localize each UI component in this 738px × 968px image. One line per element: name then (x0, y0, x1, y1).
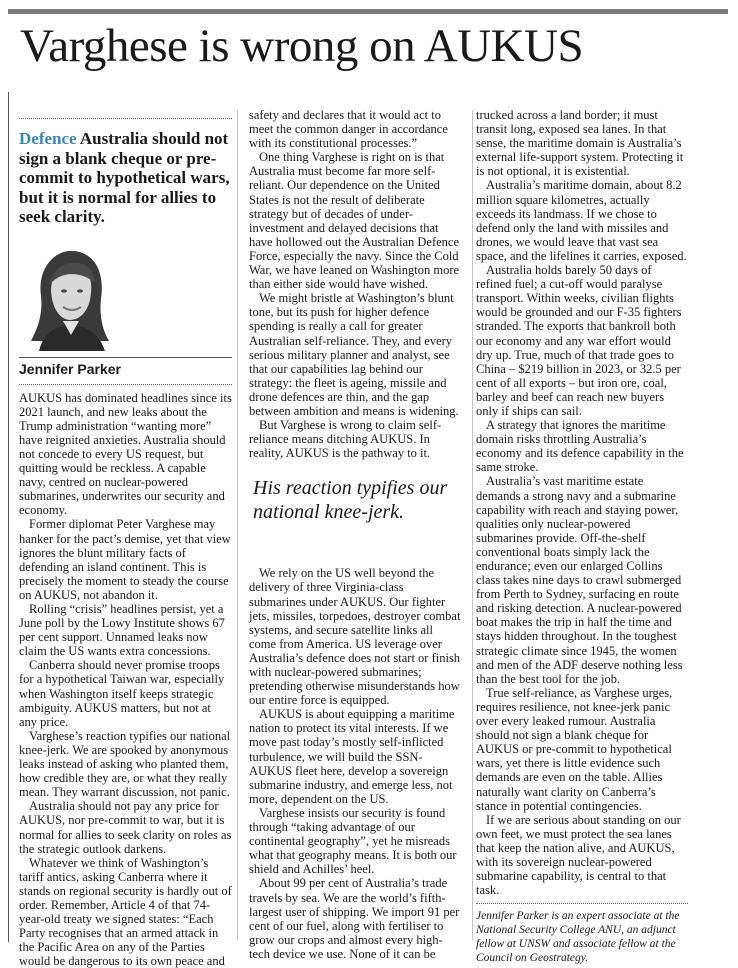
paragraph: Australia’s maritime domain, about 8.2 million square kilometres, actually exceeds its landmass. If we chose to defend only the land with missiles and drones, we would leave that vast sea space, and the lifelines it carries, exposed. (476, 178, 687, 263)
paragraph: trucked across a land border; it must transit long, exposed sea lanes. In that sense, the maritime domain is Australia’s external life-support system. Protecting it is not optional, it is existential. (476, 108, 684, 179)
section-kicker: Defence (19, 129, 77, 148)
paragraph: AUKUS has dominated headlines since its 2021 launch, and new leaks about the Trump administration “wanting more” have reignited anxieties. Australia should not concede to every US request, but quitting would be reckless. A capable navy, centred on nuclear-powered submarines, underwrites our security and economy. (19, 390, 232, 518)
author-photo (19, 241, 119, 351)
paragraph: Varghese insists our security is found through “taking advantage of our continental geography”, yet he misreads what that geography means. It is both our shield and Achilles’ heel. (249, 805, 457, 877)
paragraph: We might bristle at Washington’s blunt tone, but its push for higher defence spending is really a call for greater Australian self-reliance. They, and every serious military planner and analyst, see that our capabilities lag behind our strategy: the fleet is ageing, missile and drone defences are thin, and the gap between ambition and means is widening. (249, 291, 459, 418)
paragraph: We rely on the US well beyond the delivery of three Virginia-class submarines under AUKUS. Our fighter jets, missiles, torpedoes, destroyer combat systems, and secure satellite links all come from America. US leverage over Australia’s defence does not start or finish with nuclear-powered submarines; pretending otherwise misunderstands how our entire force is equipped. (249, 566, 461, 708)
bio-rule (476, 903, 688, 904)
column-3 (476, 108, 688, 965)
standfirst (19, 129, 232, 227)
paragraph: Whatever we think of Washington’s tariff antics, asking Canberra where it stands on regional security is hardly out of order. Remember, Article 4 of that 74-year-old treaty we signed states: “Each Party recognises that an armed attack in the Pacific Area on any of the Parties would be dangerous to its own peace and (19, 855, 232, 968)
column-1 (19, 118, 232, 968)
pull-quote: His reaction typifies our national knee-jerk. (253, 477, 448, 524)
paragraph: safety and declares that it would act to meet the common danger in accordance with its constitutional processes.” (249, 108, 448, 151)
column-rule-1 (237, 110, 238, 940)
paragraph: Australia’s vast maritime estate demands a strong navy and a submarine capability with reach and staying power, qualities only nuclear-powered submarines provide. Off-the-shelf conventional boats simply lack the endurance; even our enlarged Collins class takes nine days to crawl submerged from Perth to Sydney, surfacing en route and risking detection. A nuclear-powered boat makes the trip in half the time and stays hidden throughout. In the toughest strategic climate since 1945, the women and men of the ADF deserve nothing less than the best tool for the job. (476, 474, 683, 686)
paragraph: One thing Varghese is right on is that Australia must become far more self-reliant. Our dependence on the United States is not the result of deliberate strategy but of decades of under-investment and delayed decisions that have hollowed out the Australian Defence Force, especially the navy. Since the Cold War, we have leaned on Washington more than either side would have wished. (249, 150, 460, 292)
headline: Varghese is wrong on AUKUS (20, 20, 584, 72)
paragraph: But Varghese is wrong to claim self-reliance means ditching AUKUS. In reality, AUKUS is the pathway to it. (249, 418, 442, 461)
column-rule-2 (472, 110, 473, 940)
paragraph: AUKUS is about equipping a maritime nation to protect its vital interests. If we move past today’s mostly self-inflicted turbulence, we will build the SSN-AUKUS fleet here, develop a sovereign submarine industry, and emerge less, not more, dependent on the US. (249, 707, 455, 806)
author-bio: Jennifer Parker is an expert associate at the National Security College ANU, an adjunct fellow at UNSW and associate fellow at the Council on Geostrategy. (476, 910, 680, 965)
author-byline: Jennifer Parker (19, 357, 232, 384)
paragraph: Rolling “crisis” headlines persist, yet a June poll by the Lowy Institute shows 67 per cent support. Unnamed leaks now claim the US wants extra concessions. (19, 602, 225, 659)
paragraph: Former diplomat Peter Varghese may hanker for the pact’s demise, yet that view ignores the blunt military facts of defending an island continent. This is precisely the moment to steady the course on AUKUS, not abandon it. (19, 517, 231, 602)
paragraph: About 99 per cent of Australia’s trade travels by sea. We are the world’s fifth-largest user of shipping. We import 91 per cent of our fuel, along with fertiliser to grow our crops and almost every high-tech device we use. None of it can be (249, 876, 460, 961)
paragraph: Varghese’s reaction typifies our national knee-jerk. We are spooked by anonymous leaks instead of asking who planted them, how credible they are, or what they really mean. They warrant discussion, not panic. (19, 728, 231, 800)
paragraph: Australia should not pay any price for AUKUS, nor pre-commit to war, but it is normal for allies to seek clarity on roles as the strategic outlook darkens. (19, 799, 232, 856)
paragraph: A strategy that ignores the maritime domain risks throttling Australia’s economy and its defence capability in the same stroke. (476, 418, 684, 475)
standfirst-top-rule (19, 118, 232, 119)
top-rule (8, 9, 728, 14)
paragraph: Australia holds barely 50 days of refined fuel; a cut-off would paralyse transport. Within weeks, civilian flights would be grounded and our F-35 fighters stranded. The exports that bankroll both our economy and any war effort would dry up. True, much of that trade goes to China – $219 billion in 2023, or 32.5 per cent of all exports – but iron ore, coal, barley and beef can reach new buyers only if ships can sail. (476, 263, 682, 418)
standfirst-text: Australia should not sign a blank cheque or pre-commit to hypothetical wars, but it is normal for allies to seek clarity. (19, 129, 230, 226)
paragraph: If we are serious about standing on our own feet, we must protect the sea lanes that keep the nation alive, and AUKUS, with its sovereign nuclear-powered submarine capability, is central to that task. (476, 812, 681, 898)
left-rule (8, 92, 9, 942)
byline-rule (19, 384, 232, 385)
column-1-body (19, 391, 232, 968)
paragraph: True self-reliance, as Varghese urges, requires resilience, not knee-jerk panic over every leaked rumour. Australia should not sign a blank cheque for AUKUS or pre-commit to hypothetical wars, yet there is little evidence such demands are even on the table. Allies naturally want clarity on Canberra’s stance in potential contingencies. (476, 685, 673, 813)
column-2 (249, 108, 461, 961)
paragraph: Canberra should never promise troops for a hypothetical Taiwan war, especially when Washington itself keeps strategic ambiguity. AUKUS matters, but not at any price. (19, 658, 225, 729)
